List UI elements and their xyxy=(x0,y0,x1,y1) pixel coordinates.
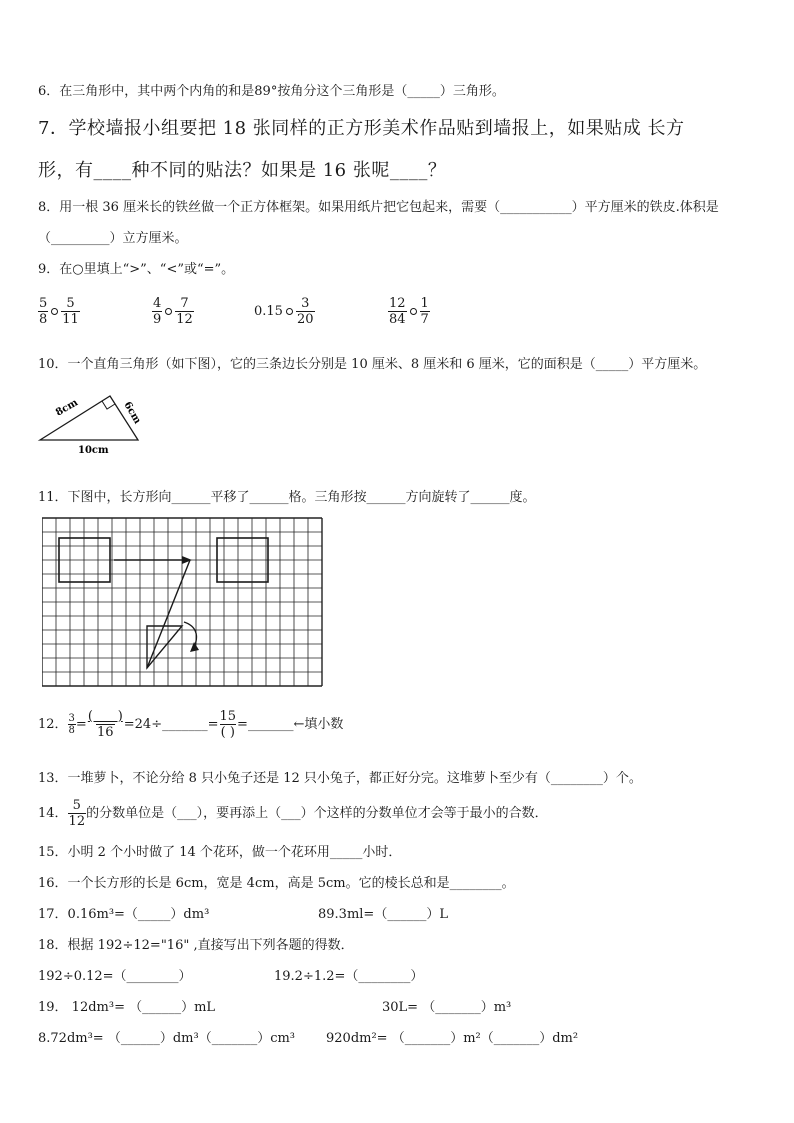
decimal-value: 0.15 xyxy=(254,304,283,319)
question-18: 18．根据 192÷12="16" ,直接写出下列各题的得数． xyxy=(38,938,354,953)
question-19b-right: 920dm²= （_______）m²（_______）dm² xyxy=(326,1031,579,1046)
question-10: 10．一个直角三角形（如下图），它的三条边长分别是 10 厘米、8 厘米和 6 厘米，它的面积是（_____）平方厘米。 xyxy=(38,357,707,372)
compare-circle[interactable] xyxy=(410,308,417,315)
fraction: $\frac{4}{9}$ xyxy=(153,296,162,327)
question-16: 16．一个长方形的长是 6cm，宽是 4cm，高是 5cm。它的棱长总和是________。 xyxy=(38,876,515,891)
compare-item-1 xyxy=(38,296,80,327)
question-17-right: 89.3ml=（______）L xyxy=(318,907,448,922)
question-19-left: 19． 12dm³= （______）mL xyxy=(38,1000,216,1015)
compare-circle[interactable] xyxy=(51,308,58,315)
triangle-original xyxy=(147,626,182,668)
side-label-10cm: 10cm xyxy=(78,445,109,456)
question-14: 14． $\frac{5}{12}$ 的分数单位是（___），要再添上（___）个这样的分数单位才会等于最小的合数． xyxy=(38,798,548,829)
right-triangle-figure xyxy=(34,390,154,460)
fraction-blank-16: $\frac{( )}{16}$ xyxy=(87,709,123,740)
question-13: 13．一堆萝卜，不论分给 8 只小兔子还是 12 只小兔子，都正好分完。这堆萝卜至少有（________）个。 xyxy=(38,771,642,786)
compare-circle[interactable] xyxy=(165,308,172,315)
fraction: $\frac{12}{84}$ xyxy=(389,296,406,327)
fraction: $\frac{3}{20}$ xyxy=(296,296,314,327)
side-label-8cm: 8cm xyxy=(54,397,80,419)
question-8-line-1: 8．用一根 36 厘米长的铁丝做一个正方体框架。如果用纸片把它包起来，需要（___________）平方厘米的铁皮.体积是 xyxy=(38,200,719,215)
translation-rotation-grid xyxy=(42,516,326,692)
question-18-right: 19.2÷1.2=（________） xyxy=(274,969,424,984)
fraction: $\frac{5}{11}$ xyxy=(62,296,79,327)
question-7-line-2: 形，有____种不同的贴法？如果是 16 张呢____？ xyxy=(38,160,447,181)
side-label-6cm: 6cm xyxy=(121,400,143,426)
fraction: $\frac{5}{8}$ xyxy=(39,296,48,327)
question-11: 11．下图中，长方形向______平移了______格。三角形按______方向旋转了______度。 xyxy=(38,490,536,505)
question-9: 9．在○里填上“>”、“<”或“=”。 xyxy=(38,262,235,277)
arrow-head xyxy=(182,556,192,564)
grid-lines xyxy=(42,518,322,686)
compare-item-3 xyxy=(254,296,315,327)
compare-item-2 xyxy=(152,296,194,327)
compare-item-4 xyxy=(388,296,430,327)
question-7-line-1: 7．学校墙报小组要把 18 张同样的正方形美术作品贴到墙报上，如果贴成 长方 xyxy=(38,118,685,139)
question-17-left: 17．0.16m³=（_____）dm³ xyxy=(38,907,210,922)
question-8-line-2: （_________）立方厘米。 xyxy=(38,231,188,246)
fraction-15-blank: $\frac{15}{( )}$ xyxy=(219,709,237,740)
question-12: 12． $\frac{3}{8}$ = $\frac{( )}{16}$ =24÷_______= $\frac{15}{( )}$ =_______←填小数 xyxy=(38,709,344,740)
question-6: 6．在三角形中，其中两个内角的和是89°按角分这个三角形是（_____）三角形。 xyxy=(38,84,505,99)
compare-circle[interactable] xyxy=(286,308,293,315)
rotation-arrow-head xyxy=(190,642,199,652)
question-18-left: 192÷0.12=（________） xyxy=(38,969,192,984)
fraction-5-12: $\frac{5}{12}$ xyxy=(68,798,86,829)
fraction: $\frac{1}{7}$ xyxy=(420,296,429,327)
question-19-right: 30L= （_______）m³ xyxy=(382,1000,512,1015)
fraction: $\frac{7}{12}$ xyxy=(176,296,193,327)
question-19b-left: 8.72dm³= （______）dm³（_______）cm³ xyxy=(38,1031,296,1046)
triangle-rotated-edge xyxy=(147,560,190,668)
fraction-3-8: $\frac{3}{8}$ xyxy=(68,713,75,736)
question-15: 15．小明 2 个小时做了 14 个花环，做一个花环用_____小时． xyxy=(38,845,402,860)
